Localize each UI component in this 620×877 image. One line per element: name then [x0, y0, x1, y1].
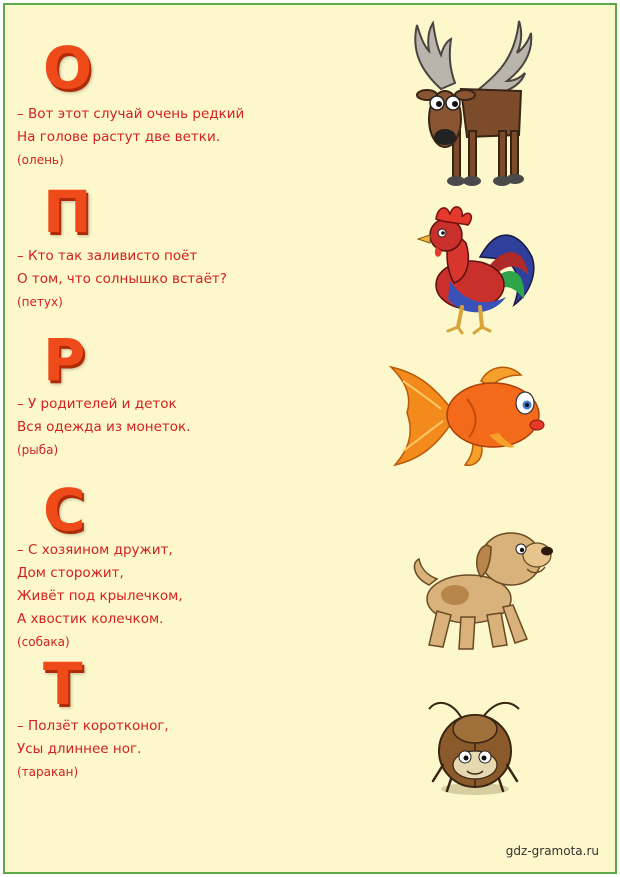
riddle-line: Дом сторожит,	[17, 565, 124, 581]
riddle-answer: (рыба)	[17, 443, 59, 457]
riddle-line: О том, что солнышко встаёт?	[17, 271, 227, 287]
riddle-section-t	[17, 650, 387, 784]
riddle-line: Живёт под крылечком,	[17, 588, 183, 604]
riddle-line: А хвостик колечком.	[17, 611, 164, 627]
dog-icon	[407, 525, 557, 665]
riddle-answer: (петух)	[17, 295, 63, 309]
riddle-section-r	[17, 326, 387, 462]
riddle-line: Вся одежда из монеток.	[17, 419, 191, 435]
riddle-answer: (олень)	[17, 153, 64, 167]
riddle-line: Усы длиннее ног.	[17, 741, 142, 757]
riddle-line: На голове растут две ветки.	[17, 129, 221, 145]
riddle-line: – У родителей и деток	[17, 396, 177, 412]
letter-t: Т	[43, 650, 83, 718]
letter-r: Р	[43, 326, 86, 394]
riddle-answer: (собака)	[17, 635, 70, 649]
letter-p: П	[43, 178, 92, 246]
riddle-line: – Вот этот случай очень редкий	[17, 106, 245, 122]
riddle-line: – Ползёт коротконог,	[17, 718, 169, 734]
rooster-icon	[410, 199, 550, 339]
letter-s: С	[43, 476, 86, 544]
deer-icon	[403, 11, 543, 191]
fish-icon	[381, 355, 561, 471]
cockroach-icon	[421, 695, 531, 799]
riddle-line: – Кто так заливисто поёт	[17, 248, 198, 264]
site-watermark: gdz-gramota.ru	[505, 844, 599, 858]
letter-o: О	[43, 34, 93, 102]
worksheet-page	[3, 3, 617, 874]
riddle-line: – С хозяином дружит,	[17, 542, 173, 558]
riddle-section-s	[17, 476, 387, 654]
riddle-section-p	[17, 178, 387, 314]
riddle-answer: (таракан)	[17, 765, 79, 779]
riddle-section-o	[17, 34, 387, 172]
